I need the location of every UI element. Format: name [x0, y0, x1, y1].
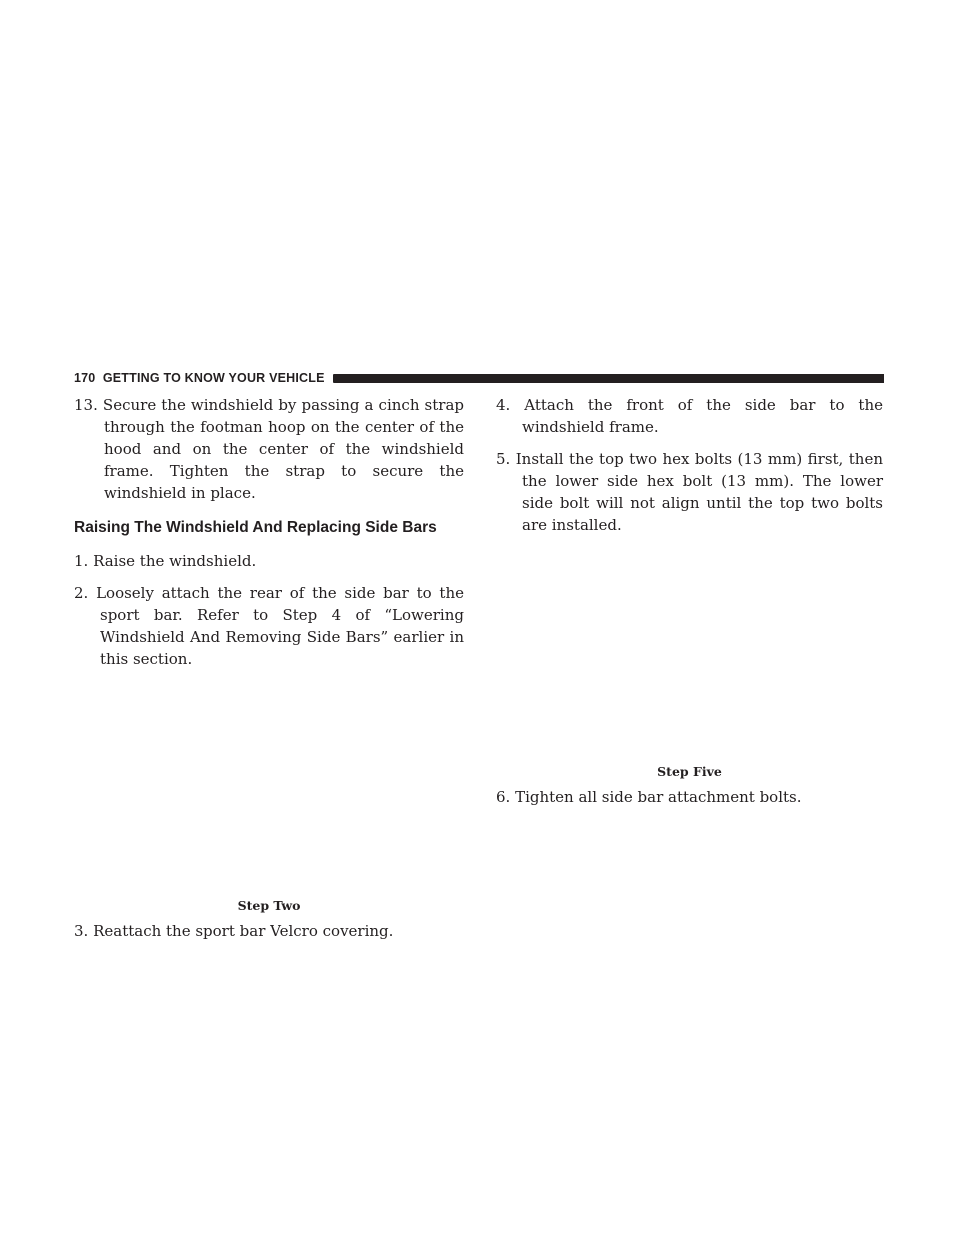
step-3-text: 3. Reattach the sport bar Velcro covering. [74, 922, 394, 940]
page-number: 170 [74, 371, 96, 385]
step-4-text: 4. Attach the front of the side bar to the windshield frame. [496, 396, 883, 436]
figure-step-five [496, 546, 883, 764]
right-column [496, 394, 883, 808]
step-5-text: 5. Install the top two hex bolts (13 mm) first, then the lower side hex bolt (13 mm). The lower side bolt will not align until the top two bolts are installed. [496, 450, 883, 534]
step-13-text: 13. Secure the windshield by passing a cinch strap through the footman hoop on the center of the hood and on the center of the windshield frame. Tighten the strap to secure the windshield in place. [74, 396, 464, 502]
figure-caption-step-two: Step Two [237, 898, 301, 913]
left-column [74, 394, 464, 942]
step-1-text: 1. Raise the windshield. [74, 552, 257, 570]
section-title: GETTING TO KNOW YOUR VEHICLE [102, 371, 325, 385]
figure-step-two [74, 680, 464, 898]
header-rule [333, 374, 884, 383]
page-header [74, 370, 884, 386]
step-2-text: 2. Loosely attach the rear of the side bar to the sport bar. Refer to Step 4 of “Lowering Windshield And Removing Side Bars” earlier in this section. [74, 584, 464, 668]
header-text [74, 371, 325, 385]
figure-caption-step-five: Step Five [657, 764, 722, 779]
step-6-text: 6. Tighten all side bar attachment bolts. [496, 788, 802, 806]
section-heading: Raising The Windshield And Replacing Side Bars [74, 519, 437, 536]
